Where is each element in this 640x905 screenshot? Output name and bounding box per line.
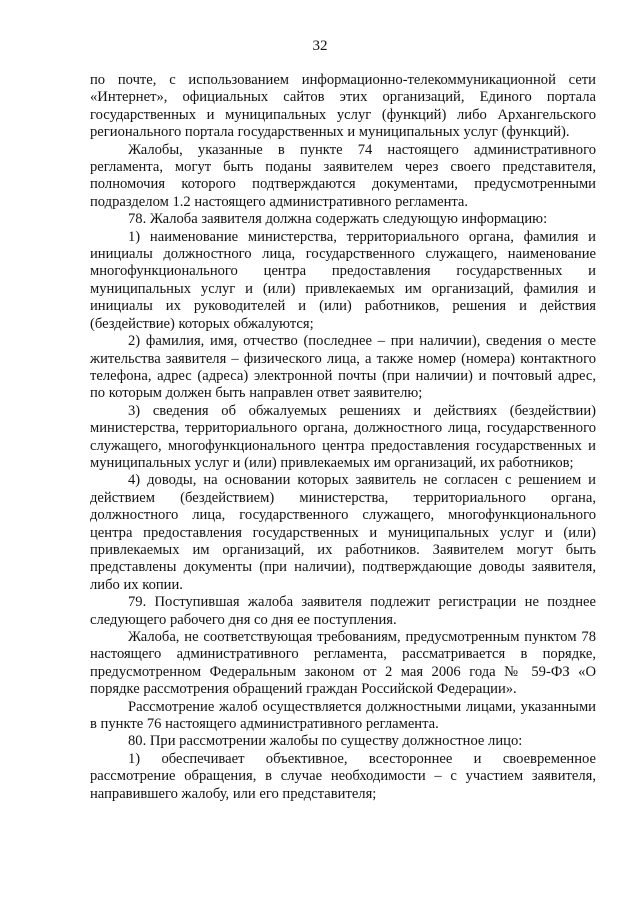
paragraph: по почте, с использованием информационно-телекоммуникационной сети «Интернет», официальных сайтов этих организаций, Единого портала государственных и муниципальных услуг (функций) либо Архангельского регионального портала государственных и муниципальных услуг (функций). bbox=[90, 72, 596, 141]
paragraph: 79. Поступившая жалоба заявителя подлежит регистрации не позднее следующего рабочего дня со дня ее поступления. bbox=[90, 594, 596, 628]
paragraph: Жалобы, указанные в пункте 74 настоящего административного регламента, могут быть поданы заявителем через своего представителя, полномочия которого подтверждаются документами, предусмотренными подразделом 1.2 настоящего административного регламента. bbox=[90, 141, 596, 210]
paragraph: Рассмотрение жалоб осуществляется должностными лицами, указанными в пункте 76 настоящего административного регламента. bbox=[90, 698, 596, 733]
paragraph: Жалоба, не соответствующая требованиям, предусмотренным пунктом 78 настоящего административного регламента, рассматривается в порядке, предусмотренном Федеральным законом от 2 мая 2006 года № 59-ФЗ «О порядке рассмотрения обращений граждан Российской Федерации». bbox=[90, 629, 596, 698]
document-body bbox=[90, 72, 596, 803]
paragraph: 4) доводы, на основании которых заявитель не согласен с решением и действием (бездействием) министерства, территориального органа, должностного лица, государственного служащего, многофункционального центра предоставления государственных и муниципальных услуг и (или) привлекаемых им организаций, их работников. Заявителем могут быть представлены документы (при наличии), подтверждающие доводы заявителя, либо их копии. bbox=[90, 472, 596, 593]
page-number: 32 bbox=[312, 38, 328, 54]
paragraph: 1) наименование министерства, территориального органа, фамилия и инициалы должностного лица, государственного служащего, наименование многофункционального центра предоставления государственных и муниципальных услуг и (или) привлекаемых им организаций, фамилия и инициалы их руководителей и (или) работников, решения и действия (бездействие) которых обжалуются; bbox=[90, 228, 596, 332]
paragraph: 1) обеспечивает объективное, всестороннее и своевременное рассмотрение обращения, в случае необходимости – с участием заявителя, направившего жалобу, или его представителя; bbox=[90, 750, 596, 802]
paragraph: 80. При рассмотрении жалобы по существу должностное лицо: bbox=[128, 733, 523, 750]
paragraph: 2) фамилия, имя, отчество (последнее – при наличии), сведения о месте жительства заявителя – физического лица, а также номер (номера) контактного телефона, адрес (адреса) электронной почты (при наличии) и почтовый адрес, по которым должен быть направлен ответ заявителю; bbox=[90, 333, 596, 402]
paragraph: 78. Жалоба заявителя должна содержать следующую информацию: bbox=[128, 211, 548, 228]
paragraph: 3) сведения об обжалуемых решениях и действиях (бездействии) министерства, территориального органа, должностного лица, государственного служащего, многофункционального центра предоставления государственных и муниципальных услуг и (или) привлекаемых им организаций, их работников; bbox=[90, 402, 596, 471]
